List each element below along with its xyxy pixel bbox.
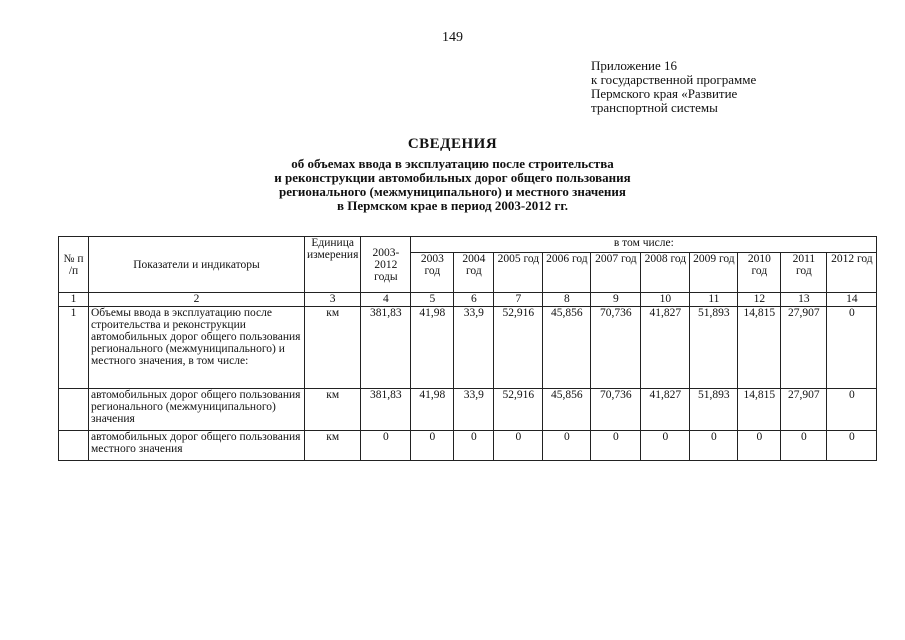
- row-value: 51,893: [690, 389, 738, 431]
- row-value: 52,916: [494, 389, 543, 431]
- column-number: 13: [781, 293, 827, 307]
- subtitle-line: в Пермском крае в период 2003-2012 гг.: [336, 198, 569, 213]
- row-name: автомобильных дорог общего пользования местного значения: [89, 431, 305, 461]
- header-unit: Единица измерения: [305, 237, 361, 293]
- header-year: 2005 год: [494, 253, 543, 293]
- column-number: 4: [361, 293, 411, 307]
- subtitle-line: об объемах ввода в эксплуатацию после строительства: [291, 156, 614, 171]
- header-year: 2009 год: [690, 253, 738, 293]
- row-value: 0: [690, 431, 738, 461]
- row-unit: км: [305, 431, 361, 461]
- row-value: 70,736: [591, 307, 641, 389]
- appendix-line: Пермского края «Развитие: [591, 86, 738, 101]
- column-numbers-row: [59, 293, 877, 307]
- row-num: 1: [59, 307, 89, 389]
- row-num: [59, 389, 89, 431]
- row-value: 51,893: [690, 307, 738, 389]
- column-number: 2: [89, 293, 305, 307]
- row-value: 41,827: [641, 307, 690, 389]
- column-number: 10: [641, 293, 690, 307]
- header-year: 2004 год: [454, 253, 494, 293]
- row-value: 45,856: [543, 389, 591, 431]
- row-value: 0: [827, 307, 877, 389]
- appendix-note: [591, 59, 891, 115]
- row-value: 41,98: [411, 307, 454, 389]
- header-num: № п /п: [59, 237, 89, 293]
- row-value: 0: [543, 431, 591, 461]
- appendix-line: транспортной системы: [591, 100, 718, 115]
- column-number: 5: [411, 293, 454, 307]
- column-number: 6: [454, 293, 494, 307]
- row-unit: км: [305, 307, 361, 389]
- row-value: 0: [827, 431, 877, 461]
- header-year: 2007 год: [591, 253, 641, 293]
- row-value: 14,815: [738, 307, 781, 389]
- row-unit: км: [305, 389, 361, 431]
- header-including: в том числе:: [411, 237, 877, 253]
- row-num: [59, 431, 89, 461]
- row-value: 14,815: [738, 389, 781, 431]
- column-number: 3: [305, 293, 361, 307]
- subtitle-line: регионального (межмуниципального) и местного значения: [279, 184, 626, 199]
- header-indicator: Показатели и индикаторы: [89, 237, 305, 293]
- row-value: 41,827: [641, 389, 690, 431]
- row-value: 41,98: [411, 389, 454, 431]
- row-value: 0: [454, 431, 494, 461]
- page-number: 149: [442, 30, 463, 45]
- document-title: СВЕДЕНИЯ: [407, 136, 498, 152]
- column-number: 14: [827, 293, 877, 307]
- row-value: 27,907: [781, 307, 827, 389]
- appendix-line: к государственной программе: [591, 72, 757, 87]
- row-value: 0: [411, 431, 454, 461]
- column-number: 9: [591, 293, 641, 307]
- row-value: 52,916: [494, 307, 543, 389]
- column-number: 7: [494, 293, 543, 307]
- row-name: Объемы ввода в эксплуатацию после строительства и реконструкции автомобильных дорог общего пользования регионального (межмуниципального) и местного значения, в том числе:: [89, 307, 305, 389]
- row-total: 381,83: [361, 307, 411, 389]
- header-year: 2008 год: [641, 253, 690, 293]
- table-row: [59, 389, 877, 431]
- row-total: 381,83: [361, 389, 411, 431]
- row-total: 0: [361, 431, 411, 461]
- row-value: 0: [827, 389, 877, 431]
- table-row: [59, 307, 877, 389]
- appendix-line: Приложение 16: [591, 58, 678, 73]
- table-row: [59, 431, 877, 461]
- subtitle-line: и реконструкции автомобильных дорог общего пользования: [274, 170, 631, 185]
- header-year: 2012 год: [827, 253, 877, 293]
- header-row-1: [59, 237, 877, 253]
- column-number: 11: [690, 293, 738, 307]
- row-value: 0: [641, 431, 690, 461]
- row-value: 45,856: [543, 307, 591, 389]
- row-name: автомобильных дорог общего пользования регионального (межмуниципального) значения: [89, 389, 305, 431]
- row-value: 0: [494, 431, 543, 461]
- header-year: 2006 год: [543, 253, 591, 293]
- row-value: 33,9: [454, 389, 494, 431]
- row-value: 27,907: [781, 389, 827, 431]
- header-year: 2010 год: [738, 253, 781, 293]
- header-year: 2011 год: [781, 253, 827, 293]
- document-subtitle: [0, 157, 905, 213]
- row-value: 33,9: [454, 307, 494, 389]
- row-value: 0: [738, 431, 781, 461]
- column-number: 8: [543, 293, 591, 307]
- row-value: 0: [591, 431, 641, 461]
- column-number: 12: [738, 293, 781, 307]
- row-value: 70,736: [591, 389, 641, 431]
- data-table: [58, 236, 877, 461]
- column-number: 1: [59, 293, 89, 307]
- row-value: 0: [781, 431, 827, 461]
- header-year: 2003 год: [411, 253, 454, 293]
- header-total: 2003-2012 годы: [361, 237, 411, 293]
